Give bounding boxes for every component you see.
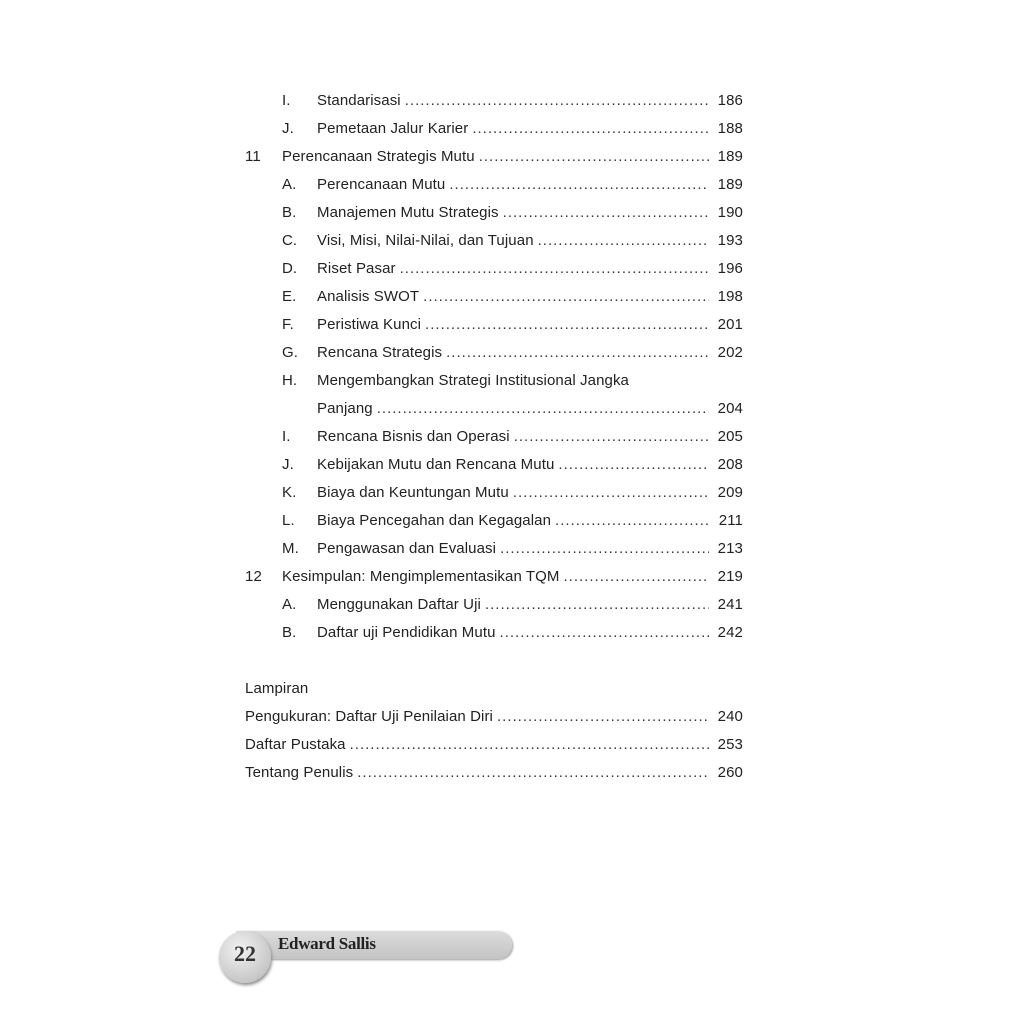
- toc-entry: [245, 170, 743, 198]
- toc-entry: [245, 534, 743, 562]
- chapter-title: Perencanaan Strategis Mutu: [282, 147, 475, 165]
- dot-leader: [558, 456, 709, 473]
- appendix-entry: [245, 702, 743, 730]
- entry-title: Biaya dan Keuntungan Mutu: [317, 483, 509, 501]
- dot-leader: [423, 288, 709, 305]
- entry-letter: J.: [282, 119, 294, 137]
- entry-letter: H.: [282, 371, 298, 389]
- entry-letter: I.: [282, 427, 291, 445]
- dot-leader: [564, 568, 709, 585]
- entry-title: Kebijakan Mutu dan Rencana Mutu: [317, 455, 555, 473]
- footer-author: Edward Sallis: [278, 934, 376, 953]
- entry-title: Pemetaan Jalur Karier: [317, 119, 469, 137]
- entry-page: 188: [717, 119, 743, 137]
- appendix-heading-label: Lampiran: [245, 679, 309, 697]
- entry-title: Rencana Strategis: [317, 343, 443, 361]
- entry-page: 209: [717, 483, 743, 501]
- dot-leader: [555, 512, 709, 529]
- entry-title: Visi, Misi, Nilai-Nilai, dan Tujuan: [317, 231, 534, 249]
- entry-letter: G.: [282, 343, 299, 361]
- entry-page: 204: [717, 399, 743, 417]
- entry-title-line2: Panjang: [317, 399, 373, 417]
- dot-leader: [472, 120, 709, 137]
- dot-leader: [425, 316, 709, 333]
- entry-title: Daftar Pustaka: [245, 735, 346, 753]
- toc-entry: [245, 282, 743, 310]
- entry-page: 193: [717, 231, 743, 249]
- entry-page: 260: [717, 763, 743, 781]
- entry-page: 205: [717, 427, 743, 445]
- toc-entry: [245, 506, 743, 534]
- entry-title: Analisis SWOT: [317, 287, 420, 305]
- entry-letter: B.: [282, 623, 297, 641]
- chapter-page: 219: [717, 567, 743, 585]
- appendix-entry: [245, 758, 743, 786]
- toc-chapter: [245, 142, 743, 170]
- dot-leader: [479, 148, 709, 165]
- entry-title-line1: Mengembangkan Strategi Institusional Jangka: [317, 371, 629, 389]
- entry-page: 241: [717, 595, 743, 613]
- entry-title: Perencanaan Mutu: [317, 175, 446, 193]
- dot-leader: [514, 428, 709, 445]
- dot-leader: [538, 232, 709, 249]
- entry-letter: D.: [282, 259, 298, 277]
- page-number: 22: [234, 941, 256, 966]
- dot-leader: [350, 736, 709, 753]
- toc-entry: [245, 590, 743, 618]
- entry-letter: J.: [282, 455, 294, 473]
- entry-letter: K.: [282, 483, 297, 501]
- toc-entry-continuation: [245, 394, 743, 422]
- entry-letter: B.: [282, 203, 297, 221]
- entry-title: Rencana Bisnis dan Operasi: [317, 427, 510, 445]
- entry-title: Riset Pasar: [317, 259, 396, 277]
- entry-page: 211: [718, 511, 743, 529]
- entry-letter: I.: [282, 91, 291, 109]
- toc-entry: [245, 226, 743, 254]
- entry-page: 190: [717, 203, 743, 221]
- entry-page: 202: [717, 343, 743, 361]
- toc-entry: [245, 310, 743, 338]
- entry-page: 253: [717, 735, 743, 753]
- dot-leader: [503, 204, 709, 221]
- toc-entry: [245, 114, 743, 142]
- entry-letter: C.: [282, 231, 298, 249]
- toc-entry: [245, 478, 743, 506]
- entry-title: Peristiwa Kunci: [317, 315, 422, 333]
- entry-page: 189: [717, 175, 743, 193]
- entry-page: 213: [717, 539, 743, 557]
- dot-leader: [400, 260, 709, 277]
- entry-page: 196: [717, 259, 743, 277]
- entry-title: Standarisasi: [317, 91, 401, 109]
- table-of-contents: [245, 86, 743, 786]
- toc-entry: [245, 86, 743, 114]
- chapter-title: Kesimpulan: Mengimplementasikan TQM: [282, 567, 560, 585]
- dot-leader: [446, 344, 709, 361]
- toc-chapter: [245, 562, 743, 590]
- entry-letter: M.: [282, 539, 299, 557]
- dot-leader: [405, 92, 709, 109]
- toc-entry: [245, 254, 743, 282]
- spacer: [245, 646, 743, 674]
- entry-letter: L.: [282, 511, 295, 529]
- toc-entry: [245, 450, 743, 478]
- toc-entry: [245, 198, 743, 226]
- dot-leader: [377, 400, 709, 417]
- chapter-number: 11: [245, 147, 261, 165]
- toc-entry: [245, 422, 743, 450]
- dot-leader: [500, 624, 709, 641]
- dot-leader: [497, 708, 709, 725]
- dot-leader: [357, 764, 709, 781]
- entry-letter: F.: [282, 315, 294, 333]
- entry-title: Pengukuran: Daftar Uji Penilaian Diri: [245, 707, 493, 725]
- entry-title: Tentang Penulis: [245, 763, 354, 781]
- entry-page: 186: [717, 91, 743, 109]
- entry-title: Biaya Pencegahan dan Kegagalan: [317, 511, 552, 529]
- chapter-page: 189: [717, 147, 743, 165]
- entry-page: 201: [717, 315, 743, 333]
- dot-leader: [485, 596, 709, 613]
- toc-entry: [245, 338, 743, 366]
- entry-page: 198: [717, 287, 743, 305]
- appendix-entry: [245, 730, 743, 758]
- entry-title: Manajemen Mutu Strategis: [317, 203, 499, 221]
- entry-letter: E.: [282, 287, 297, 305]
- toc-entry: [245, 618, 743, 646]
- entry-letter: A.: [282, 175, 297, 193]
- chapter-number: 12: [245, 567, 262, 585]
- dot-leader: [500, 540, 709, 557]
- dot-leader: [449, 176, 709, 193]
- entry-title: Daftar uji Pendidikan Mutu: [317, 623, 496, 641]
- entry-page: 242: [717, 623, 743, 641]
- appendix-heading: [245, 674, 743, 702]
- entry-title: Menggunakan Daftar Uji: [317, 595, 481, 613]
- toc-entry-multiline: [245, 366, 743, 394]
- entry-page: 208: [717, 455, 743, 473]
- entry-page: 240: [717, 707, 743, 725]
- dot-leader: [513, 484, 709, 501]
- entry-letter: A.: [282, 595, 297, 613]
- entry-title: Pengawasan dan Evaluasi: [317, 539, 497, 557]
